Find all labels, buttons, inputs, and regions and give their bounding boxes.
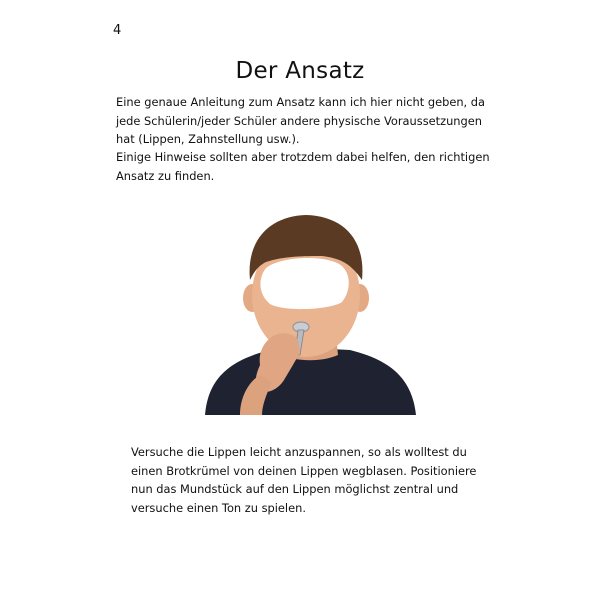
page-number: 4: [113, 23, 122, 38]
child-with-mouthpiece-photo: [200, 210, 420, 415]
face-mask: [260, 258, 348, 309]
page-title: Der Ansatz: [235, 58, 365, 84]
intro-paragraph-2: Einige Hinweise sollten aber trotzdem dabei helfen, den richtigen Ansatz zu finden.: [116, 150, 490, 183]
intro-paragraph-1: Eine genaue Anleitung zum Ansatz kann ich hier nicht geben, da jede Schülerin/jeder Schüler andere physische Voraussetzungen hat (Lippen, Zahnstellung usw.).: [116, 95, 486, 147]
closing-paragraph: Versuche die Lippen leicht anzuspannen, so als wolltest du einen Brotkrümel von deinen Lippen wegblasen. Positioniere nun das Mundstück auf den Lippen möglichst zentral und versuche einen Ton zu spielen.: [131, 445, 477, 515]
